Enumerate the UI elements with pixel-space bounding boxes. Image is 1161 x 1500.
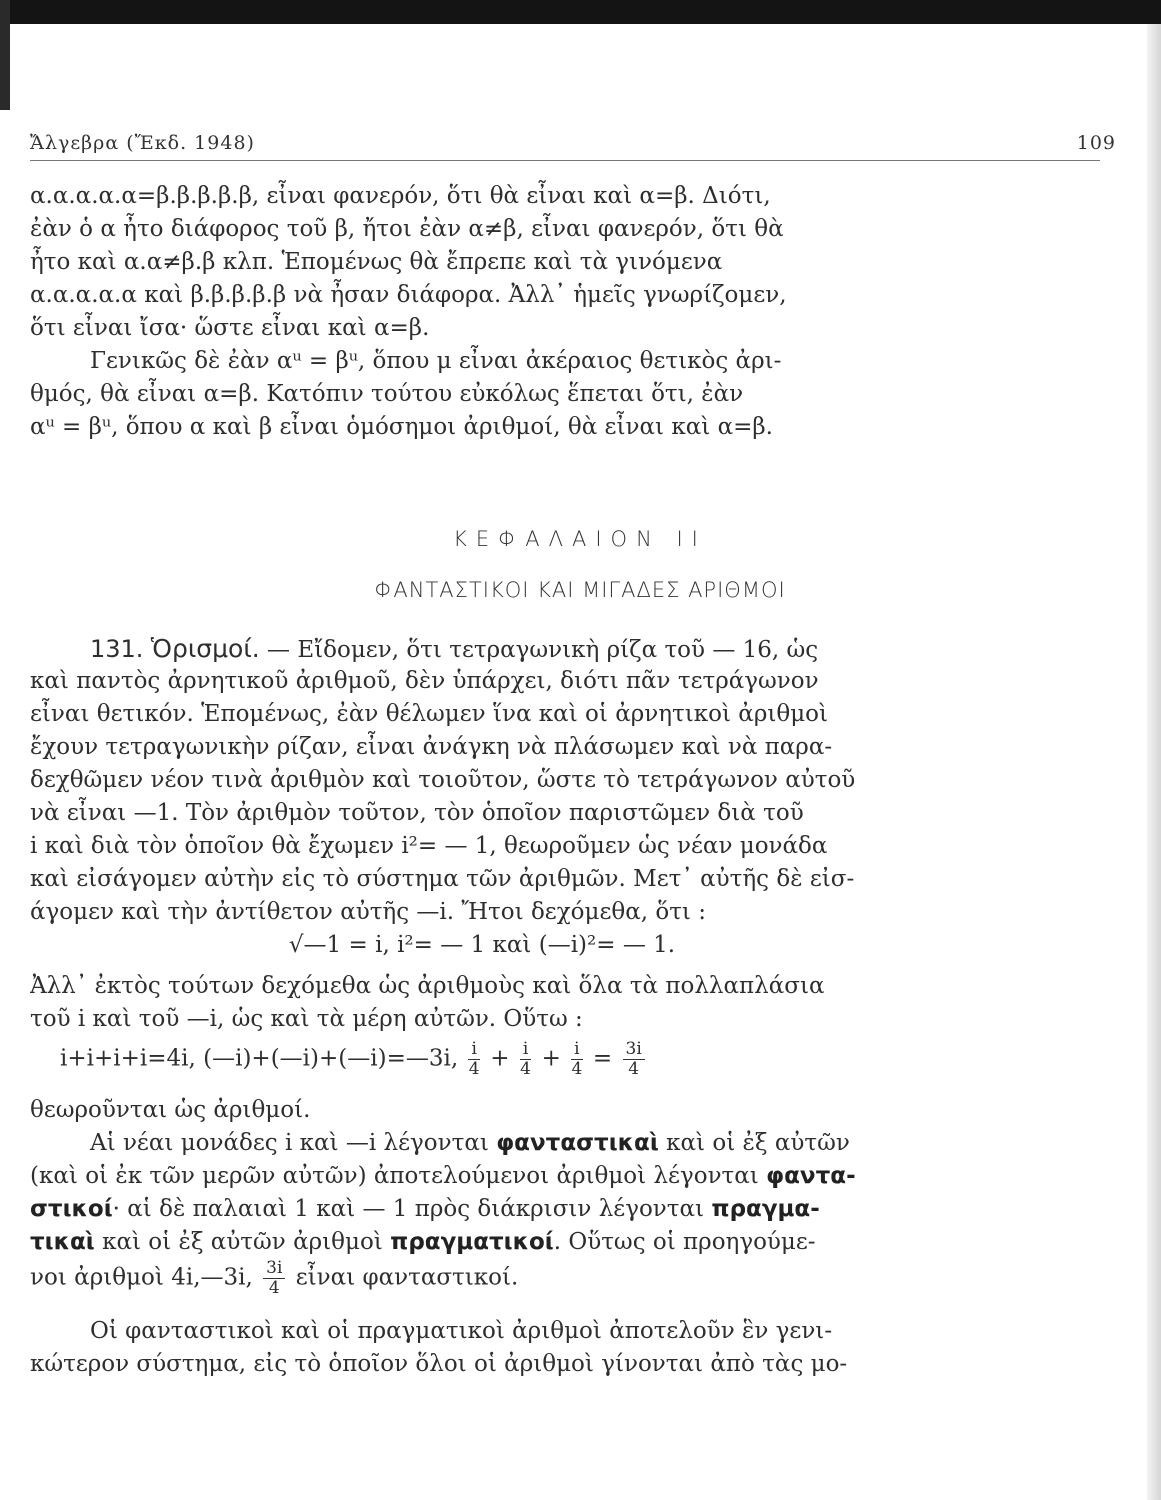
keyword-pragmatikoi: πραγματικοί	[390, 1229, 554, 1255]
text-line: i καὶ διὰ τὸν ὁποῖον θὰ ἔχωμεν i²= — 1, θεωροῦμεν ὡς νέαν μονάδα	[30, 833, 828, 859]
page-edge-shadow	[1147, 24, 1161, 1500]
fraction: $\frac{3i}{4}$	[263, 1259, 285, 1298]
formula-sums: i+i+i+i=4i, (—i)+(—i)+(—i)=—3i, $\frac{i}{4}$ + $\frac{i}{4}$ + $\frac{i}{4}$ = $\frac{3i}{4}$	[30, 1040, 934, 1079]
section-first-line-text: — Εἴδομεν, ὅτι τετραγωνικὴ ρίζα τοῦ — 16, ὡς	[267, 637, 819, 663]
text-line: κώτερον σύστημα, εἰς τὸ ὁποῖον ὅλοι οἱ ἀριθμοὶ γίνονται ἀπὸ τὰς μο-	[30, 1351, 848, 1377]
running-header	[30, 132, 1116, 154]
fraction: $\frac{i}{4}$	[520, 1039, 531, 1079]
keyword-fantastikoi-1: φαντα-	[766, 1163, 856, 1189]
formula-sums-left: i+i+i+i=4i, (—i)+(—i)+(—i)=—3i,	[60, 1045, 459, 1072]
scan-top-border	[0, 0, 1161, 24]
running-title: Ἄλγεβρα (Ἔκδ. 1948)	[30, 132, 255, 154]
section-continued	[30, 970, 934, 1036]
text-line: ἐὰν ὁ α ἦτο διάφορος τοῦ β, ἤτοι ἐὰν α≠β, εἶναι φανερόν, ὅτι θὰ	[30, 216, 784, 242]
text-line: εἶναι θετικόν. Ἑπομένως, ἐὰν θέλωμεν ἵνα καὶ οἱ ἀρνητικοὶ ἀριθμοὶ	[30, 701, 829, 727]
keyword-fantastikai: φανταστικαὶ	[496, 1130, 659, 1156]
text-line: τοῦ i καὶ τοῦ —i, ὡς καὶ τὰ μέρη αὐτῶν. Οὕτω :	[30, 1006, 583, 1032]
chapter-title: ΦΑΝΤΑΣΤΙΚΟΙ ΚΑΙ ΜΙΓΑΔΕΣ ΑΡΙΘΜΟΙ	[374, 578, 786, 602]
text-line: α.α.α.α.α καὶ β.β.β.β.β νὰ ἦσαν διάφορα. Ἀλλ᾽ ἡμεῖς γνωρίζομεν,	[30, 282, 787, 308]
text-line: νὰ εἶναι —1. Τὸν ἀριθμὸν τοῦτον, τὸν ὁποῖον παριστῶμεν διὰ τοῦ	[30, 800, 804, 826]
text-line: Οἱ φανταστικοὶ καὶ οἱ πραγματικοὶ ἀριθμοὶ ἀποτελοῦν ἓν γενι-	[90, 1318, 833, 1344]
text-line: στικοί· αἱ δὲ παλαιαὶ 1 καὶ — 1 πρὸς διάκρισιν λέγονται πραγμα-	[30, 1196, 820, 1222]
section-heading: Ὁρισμοί.	[150, 634, 260, 663]
text-line: νοι ἀριθμοὶ 4i,—3i, $\frac{3i}{4}$ εἶναι φανταστικοί.	[30, 1259, 519, 1298]
fraction-result: $\frac{3i}{4}$	[623, 1040, 645, 1079]
text-line: άγομεν καὶ τὴν ἀντίθετον αὐτῆς —i. Ἤτοι δεχόμεθα, ὅτι :	[30, 899, 707, 925]
text-line: αᵘ = βᵘ, ὅπου α καὶ β εἶναι ὁμόσημοι ἀριθμοί, θὰ εἶναι καὶ α=β.	[30, 414, 773, 440]
text-line: ἦτο καὶ α.α≠β.β κλπ. Ἑπομένως θὰ ἔπρεπε καὶ τὰ γινόμενα	[30, 249, 723, 275]
section-first-line	[30, 632, 934, 665]
page-number: 109	[1076, 132, 1116, 154]
text-line: ὅτι εἶναι ἴσα· ὥστε εἶναι καὶ α=β.	[30, 315, 430, 341]
definition-paragraph	[30, 1094, 934, 1303]
keyword-fantastikoi-2: στικοί	[30, 1196, 113, 1222]
text-line: α.α.α.α.α=β.β.β.β.β, εἶναι φανερόν, ὅτι θὰ εἶναι καὶ α=β. Διότι,	[30, 183, 771, 209]
keyword-pragmatikai-1: πραγμα-	[711, 1196, 820, 1222]
text-line: καὶ παντὸς ἀρνητικοῦ ἀριθμοῦ, δὲν ὑπάρχει, διότι πᾶν τετράγωνον	[30, 668, 819, 694]
text-line: Γενικῶς δὲ ἐὰν αᵘ = βᵘ, ὅπου μ εἶναι ἀκέραιος θετικὸς ἀρι-	[90, 348, 782, 374]
text-line: ἔχουν τετραγωνικὴν ρίζαν, εἶναι ἀνάγκη νὰ πλάσωμεν καὶ νὰ παρα-	[30, 734, 833, 760]
fraction: $\frac{i}{4}$	[571, 1039, 583, 1079]
section-number: 131.	[90, 635, 144, 663]
text-line: θμός, θὰ εἶναι α=β. Κατόπιν τούτου εὐκόλως ἕπεται ὅτι, ἐὰν	[30, 381, 744, 407]
text-line: δεχθῶμεν νέον τινὰ ἀριθμὸν καὶ τοιοῦτον, ὥστε τὸ τετράγωνον αὐτοῦ	[30, 767, 856, 793]
top-paragraph	[30, 180, 934, 444]
text-line: Ἀλλ᾽ ἐκτὸς τούτων δεχόμεθα ὡς ἀριθμοὺς καὶ ὅλα τὰ πολλαπλάσια	[30, 973, 825, 999]
formula-sqrt-minus-one: √—1 = i, i²= — 1 καὶ (—i)²= — 1.	[288, 932, 676, 958]
text-line: Αἱ νέαι μονάδες i καὶ —i λέγονται φανταστικαὶ καὶ οἱ ἐξ αὐτῶν	[90, 1130, 850, 1156]
section-131	[30, 632, 934, 929]
text-line: καὶ εἰσάγομεν αὐτὴν εἰς τὸ σύστημα τῶν ἀριθμῶν. Μετ᾽ αὐτῆς δὲ εἰσ-	[30, 866, 855, 892]
text-line: τικαὶ καὶ οἱ ἐξ αὐτῶν ἀριθμοὶ πραγματικοί. Οὕτως οἱ προηγούμε-	[30, 1229, 816, 1255]
scan-left-border	[0, 0, 10, 110]
text-line: θεωροῦνται ὡς ἀριθμοί.	[30, 1097, 311, 1123]
fraction: $\frac{i}{4}$	[468, 1039, 480, 1079]
chapter-label: ΚΕΦΑΛΑΙΟΝ ΙΙ	[453, 527, 707, 551]
header-rule	[30, 160, 1100, 161]
closing-paragraph	[30, 1315, 934, 1381]
keyword-pragmatikai-2: τικαὶ	[30, 1229, 95, 1255]
text-line: (καὶ οἱ ἐκ τῶν μερῶν αὐτῶν) ἀποτελούμενοι ἀριθμοὶ λέγονται φαντα-	[30, 1163, 856, 1189]
